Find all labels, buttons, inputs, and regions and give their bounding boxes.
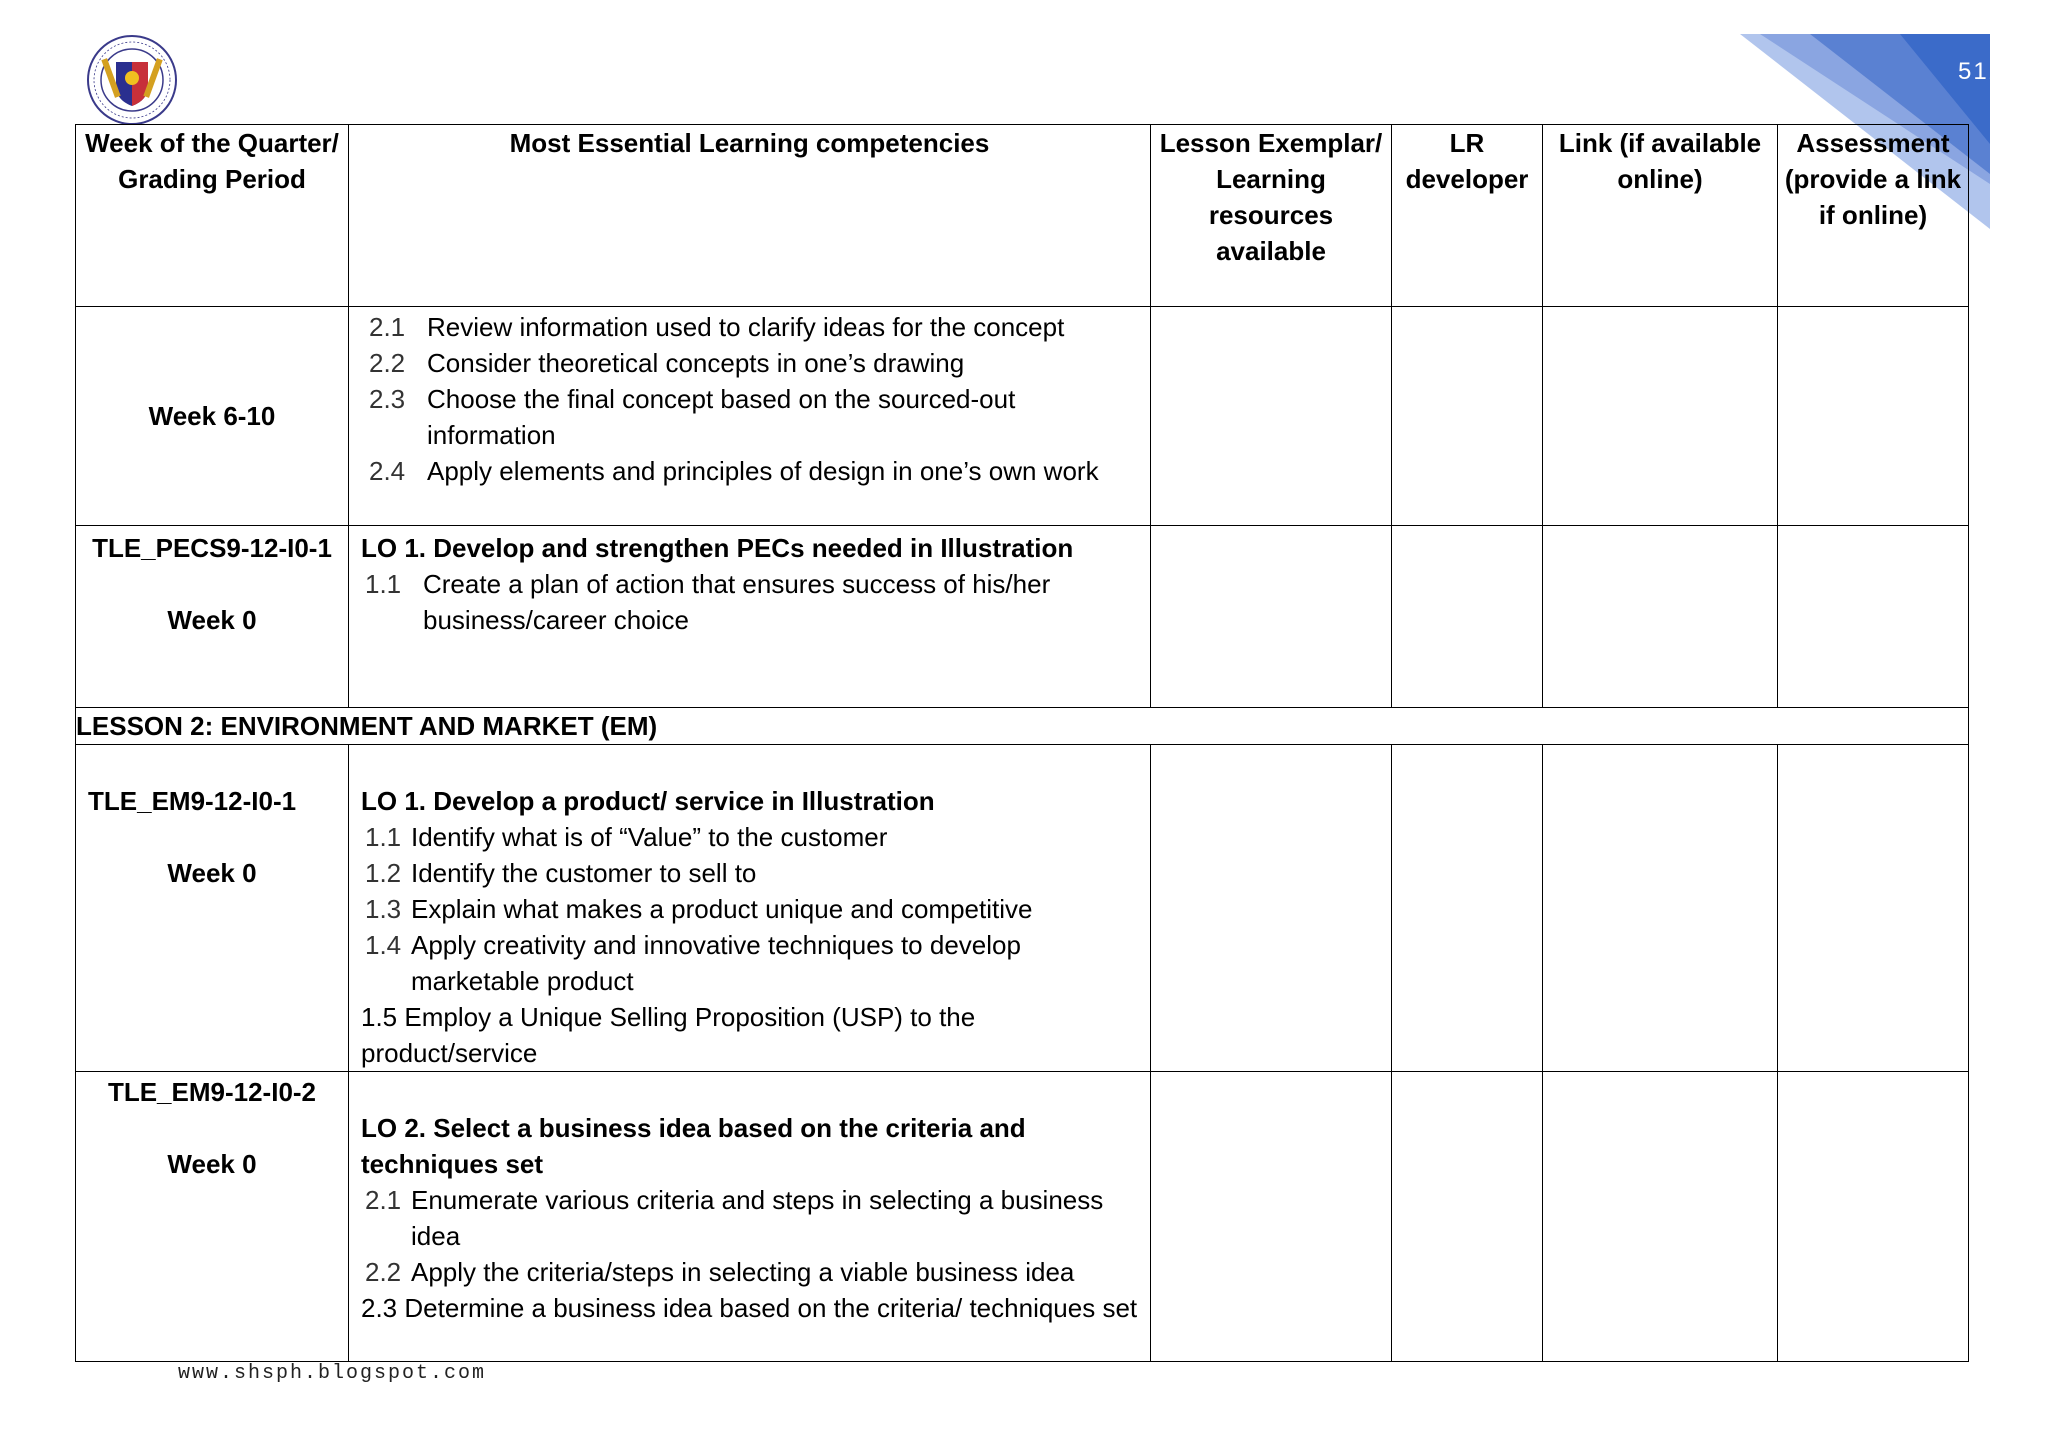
week-cell	[76, 745, 349, 1072]
list-item: 2.1 Review information used to clarify ideas for the concept	[369, 312, 1065, 342]
empty-cell	[1778, 1072, 1969, 1362]
empty-cell	[1543, 307, 1778, 526]
list-item: 1.1 Identify what is of “Value” to the customer	[365, 822, 888, 852]
empty-cell	[1151, 307, 1392, 526]
table-row	[76, 526, 1969, 708]
competency-code: TLE_EM9-12-I0-1	[88, 786, 297, 816]
header-row	[76, 125, 1969, 307]
header-assessment: Assessment (provide a link if online)	[1778, 125, 1969, 307]
empty-cell	[1543, 1072, 1778, 1362]
header-week: Week of the Quarter/ Grading Period	[76, 125, 349, 307]
empty-cell	[1392, 1072, 1543, 1362]
melc-table	[75, 124, 1969, 1362]
competency-cell	[349, 1072, 1151, 1362]
list-item: 1.3 Explain what makes a product unique and competitive	[365, 894, 1033, 924]
table-row	[76, 307, 1969, 526]
empty-cell	[1543, 745, 1778, 1072]
competency-cell	[349, 526, 1151, 708]
week-cell	[76, 526, 349, 708]
lesson-heading-row	[76, 708, 1969, 745]
header-link: Link (if available online)	[1543, 125, 1778, 307]
header-lr-developer: LR developer	[1392, 125, 1543, 307]
empty-cell	[1151, 745, 1392, 1072]
empty-cell	[1543, 526, 1778, 708]
table-row	[76, 745, 1969, 1072]
empty-cell	[1778, 307, 1969, 526]
list-item: 2.1 Enumerate various criteria and steps in selecting a business idea	[365, 1185, 1104, 1251]
week-cell	[76, 1072, 349, 1362]
list-item: 2.4 Apply elements and principles of design in one’s own work	[369, 456, 1099, 486]
week-label: Week 0	[167, 605, 257, 635]
competency-code: TLE_EM9-12-I0-2	[107, 1077, 317, 1107]
header-competencies: Most Essential Learning competencies	[349, 125, 1151, 307]
list-item: 2.2 Consider theoretical concepts in one’s drawing	[369, 348, 965, 378]
list-item: 2.3 Choose the final concept based on the sourced-out information	[369, 384, 1016, 450]
learning-outcome: LO 1. Develop and strengthen PECs needed in Illustration	[361, 533, 1074, 563]
footer-url: www.shsph.blogspot.com	[178, 1362, 487, 1385]
week-label: Week 0	[167, 858, 257, 888]
competency-cell	[349, 745, 1151, 1072]
table-row	[76, 1072, 1969, 1362]
list-item: 1.4 Apply creativity and innovative techniques to develop marketable product	[365, 930, 1021, 996]
empty-cell	[1392, 307, 1543, 526]
deped-seal-logo	[86, 34, 178, 126]
empty-cell	[1392, 745, 1543, 1072]
page-number: 512	[1958, 58, 2005, 85]
list-item-extra: 1.5 Employ a Unique Selling Proposition (USP) to the product/service	[361, 1002, 976, 1068]
header-lesson-exemplar: Lesson Exemplar/ Learning resources available	[1151, 125, 1392, 307]
competency-code: TLE_PECS9-12-I0-1	[92, 533, 332, 563]
list-item-extra: 2.3 Determine a business idea based on the criteria/ techniques set	[361, 1293, 1138, 1323]
list-item: 2.2 Apply the criteria/steps in selecting a viable business idea	[365, 1257, 1075, 1287]
week-label: Week 6-10	[148, 401, 276, 431]
week-label: Week 0	[167, 1149, 257, 1179]
list-item: 1.2 Identify the customer to sell to	[365, 858, 757, 888]
learning-outcome: LO 1. Develop a product/ service in Illustration	[361, 786, 935, 816]
empty-cell	[1151, 1072, 1392, 1362]
empty-cell	[1151, 526, 1392, 708]
empty-cell	[1778, 745, 1969, 1072]
empty-cell	[1392, 526, 1543, 708]
empty-cell	[1778, 526, 1969, 708]
learning-outcome: LO 2. Select a business idea based on the criteria and techniques set	[361, 1113, 1026, 1179]
week-cell	[76, 307, 349, 526]
competency-cell	[349, 307, 1151, 526]
lesson-heading: LESSON 2: ENVIRONMENT AND MARKET (EM)	[76, 708, 1969, 745]
list-item: 1.1 Create a plan of action that ensures success of his/her business/career choice	[365, 569, 1051, 635]
